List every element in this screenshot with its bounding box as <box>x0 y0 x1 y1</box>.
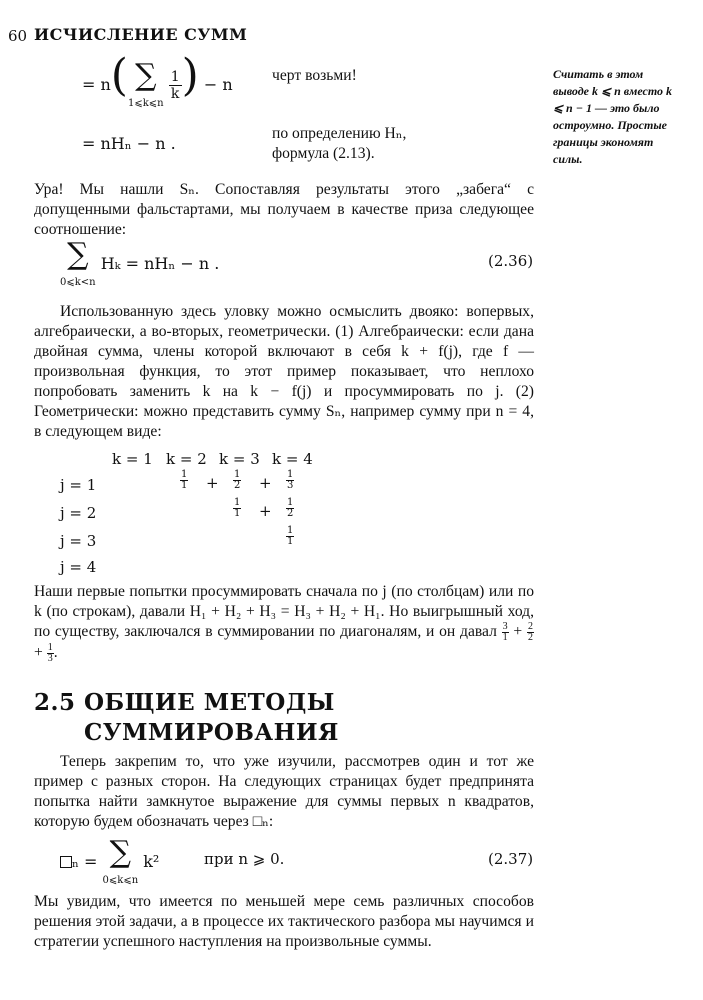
comment-2-line-1: по определению Hₙ, <box>272 125 407 142</box>
col-header-3: k = 3 <box>219 450 260 468</box>
cell-1-2: $\frac{1}{1}$ <box>181 469 188 491</box>
col-header-4: k = 4 <box>272 450 313 468</box>
line1-lhs: = n <box>82 75 111 94</box>
equation-2-37 <box>60 835 160 887</box>
paragraph-1: Ура! Мы нашли Sₙ. Сопоставляя результаты этого „забега“ с допущенными фальстартами, мы получаем в качестве приза следующее соотношение: <box>34 181 534 238</box>
period: . <box>53 644 58 662</box>
frac-den: k <box>170 86 180 102</box>
plus-sign: + <box>259 474 272 492</box>
equation-number-2-37: (2.37) <box>488 850 534 868</box>
derivation-comment-1: черт возьми! <box>272 67 357 84</box>
left-paren: ( <box>110 50 128 101</box>
equation-body: Hₖ = nHₙ − n . <box>100 254 220 273</box>
square-symbol <box>60 856 72 868</box>
section-heading <box>34 688 339 748</box>
equation-number-2-36: (2.36) <box>488 252 534 270</box>
row-label-4: j = 4 <box>60 558 97 576</box>
plus-sign: + <box>259 502 272 520</box>
section-title-line-2: СУММИРОВАНИЯ <box>84 719 339 746</box>
paragraph-3 <box>34 582 534 664</box>
line1-tail: − n <box>203 75 233 94</box>
cell-2-3: $\frac{1}{1}$ <box>234 497 241 519</box>
sum-block <box>60 237 96 289</box>
cell-2-4: $\frac{1}{2}$ <box>287 497 294 519</box>
sum-sign: ∑ <box>135 58 157 93</box>
fraction-1-over-k <box>169 69 182 102</box>
running-title: ИСЧИСЛЕНИЕ СУММ <box>34 25 248 44</box>
plus-sign: + <box>513 623 523 641</box>
margin-note: Считать в этом выводе k ⩽ n вместо k ⩽ n − 1 — это было остроумно. Простые границы экономят силы. <box>553 67 672 166</box>
paragraph-2: Использованную здесь уловку можно осмыслить двояко: вопервых, алгебраически, а во-вторых, геометрически. (1) Алгебраически: если дана двойная сумма, члены которой включают в себя k + f(j), где f — произвольная функция, то этот пример показывает, что неплохо попробовать заменить k на k − f(j) и просуммировать по j. (2) Геометрически: можно представить сумму Sₙ, например сумму при n = 4, в следующем виде: <box>34 303 534 440</box>
row-label-2: j = 2 <box>60 504 97 522</box>
page-number: 60 <box>8 27 28 45</box>
sum-sign: ∑ <box>67 237 89 272</box>
cell-1-4: $\frac{1}{3}$ <box>287 469 294 491</box>
right-paren: ) <box>181 50 199 101</box>
frac-num: 1 <box>170 69 180 85</box>
sum-block <box>102 835 139 887</box>
derivation-comment-2 <box>272 124 532 164</box>
paragraph-4: Теперь закрепим то, что уже изучили, рассмотрев один и тот же пример с разных сторон. На следующих страницах будет предпринята попытка найти замкнутое выражение для суммы первых n квадратов, которую будем обозначать через □ₙ: <box>34 753 534 830</box>
comment-2-line-2: формула (2.13). <box>272 145 375 162</box>
derivation-line-2: = nHₙ − n . <box>82 134 176 153</box>
cell-3-4: $\frac{1}{1}$ <box>287 525 294 547</box>
equation-2-36 <box>60 237 220 289</box>
plus-sign: + <box>206 474 219 492</box>
cell-1-3: $\frac{1}{2}$ <box>234 469 241 491</box>
paragraph-5: Мы увидим, что имеется по меньшей мере семь различных способов решения этой задачи, а в процессе их тактического разбора мы научимся и стратегии успешного наступления на произвольные суммы. <box>34 893 534 950</box>
diag-frac-3: $\frac{1}{3}$ <box>47 642 53 664</box>
equation-body: k² <box>143 852 160 871</box>
paragraph-3-text: Наши первые попытки просуммировать сначала по j (по столбцам) или по k (по строкам), давали H₁ + H₂ + H₃ = H₃ + H₂ + H₁. Но выигрышный ход, по существу, заключался в суммировании по диагоналям, и он давал <box>34 583 534 641</box>
diag-frac-1: $\frac{3}{1}$ <box>502 621 508 643</box>
diag-frac-2: $\frac{2}{2}$ <box>527 621 533 643</box>
plus-sign: + <box>34 644 43 662</box>
col-header-1: k = 1 <box>112 450 153 468</box>
sum-block <box>127 58 164 110</box>
section-number: 2.5 <box>34 689 76 716</box>
sum-subscript: 1⩽k⩽n <box>127 98 164 109</box>
col-header-2: k = 2 <box>166 450 207 468</box>
eq237-lhs: ₙ = <box>72 852 98 871</box>
derivation-line-1 <box>82 50 233 110</box>
section-title-line-1: ОБЩИЕ МЕТОДЫ <box>84 689 335 716</box>
sum-subscript: 0⩽k⩽n <box>102 875 139 886</box>
equation-condition: при n ⩾ 0. <box>204 850 285 868</box>
row-label-1: j = 1 <box>60 476 97 494</box>
sum-sign: ∑ <box>109 835 132 870</box>
row-label-3: j = 3 <box>60 532 97 550</box>
sum-subscript: 0⩽k<n <box>60 277 96 288</box>
